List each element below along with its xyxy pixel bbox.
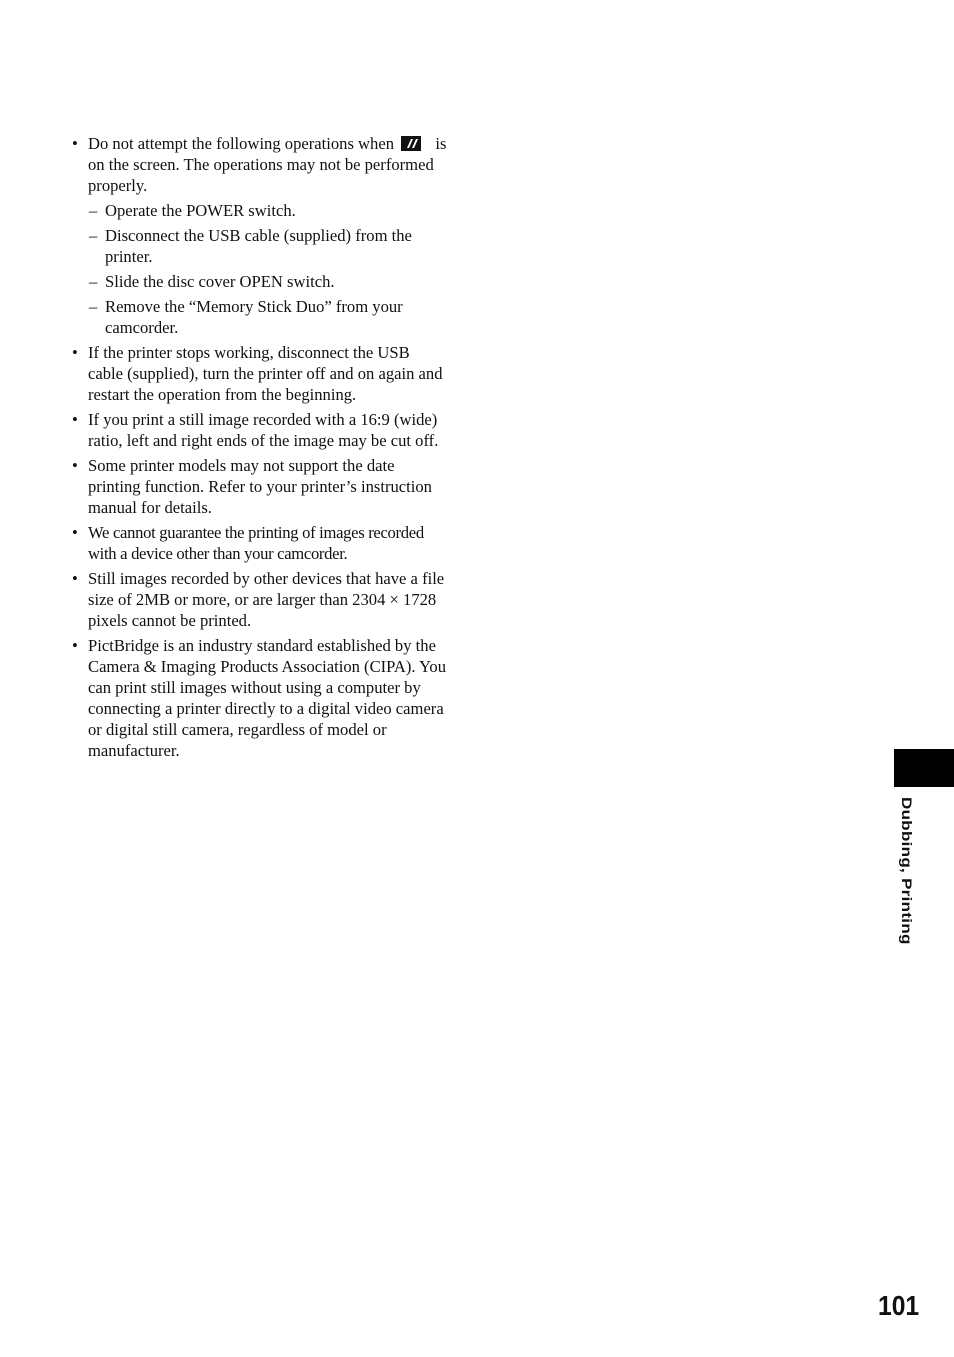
dash-mark: – <box>89 226 98 245</box>
page-number: 101 <box>878 1290 920 1321</box>
list-item <box>72 455 448 518</box>
list-item <box>72 342 448 405</box>
sub-list-item <box>72 296 448 338</box>
bullet-mark: • <box>72 134 78 153</box>
section-tab-marker <box>894 749 954 787</box>
bullet-mark: • <box>72 636 78 655</box>
bullet-mark: • <box>72 410 78 429</box>
sub-list-item <box>72 271 448 292</box>
list-item-text: is on the screen. The operations may not be performed properly. <box>88 134 447 195</box>
section-tab-label: Dubbing, Printing <box>898 797 915 945</box>
list-item-text: Some printer models may not support the date printing function. Refer to your printer’s instruction manual for details. <box>88 456 432 517</box>
dash-mark: – <box>89 297 98 316</box>
list-item-text: We cannot guarantee the printing of images recorded with a device other than your camcorder. <box>88 523 424 563</box>
list-item-text: If you print a still image recorded with a 16:9 (wide) ratio, left and right ends of the image may be cut off. <box>88 410 439 450</box>
dash-mark: – <box>89 201 98 220</box>
sub-list-item-text: Slide the disc cover OPEN switch. <box>105 272 335 291</box>
sub-list-item-text: Operate the POWER switch. <box>105 201 296 220</box>
list-item-text: Still images recorded by other devices that have a file size of 2MB or more, or are larger than 2304 × 1728 pixels cannot be printed. <box>88 569 445 630</box>
notes-list <box>72 133 448 765</box>
sub-list-item-text: Remove the “Memory Stick Duo” from your camcorder. <box>105 297 403 337</box>
sub-list-item <box>72 200 448 221</box>
pictbridge-connecting-icon <box>401 136 421 151</box>
list-item <box>72 133 448 196</box>
sub-list-item <box>72 225 448 267</box>
list-item-text: If the printer stops working, disconnect the USB cable (supplied), turn the printer off and on again and restart the operation from the beginning. <box>88 343 443 404</box>
bullet-mark: • <box>72 343 78 362</box>
list-item <box>72 409 448 451</box>
bullet-mark: • <box>72 569 78 588</box>
bullet-mark: • <box>72 456 78 475</box>
bullet-mark: • <box>72 523 78 542</box>
list-item-text: Do not attempt the following operations when <box>88 134 395 153</box>
sub-list-item-text: Disconnect the USB cable (supplied) from the printer. <box>105 226 412 266</box>
list-item <box>72 568 448 631</box>
list-item-text: PictBridge is an industry standard established by the Camera & Imaging Products Association (CIPA). You can print still images without using a computer by connecting a printer directly to a digital video camera or digital still camera, regardless of model or manufacturer. <box>88 636 446 760</box>
list-item <box>72 635 448 761</box>
list-item <box>72 522 448 564</box>
dash-mark: – <box>89 272 98 291</box>
